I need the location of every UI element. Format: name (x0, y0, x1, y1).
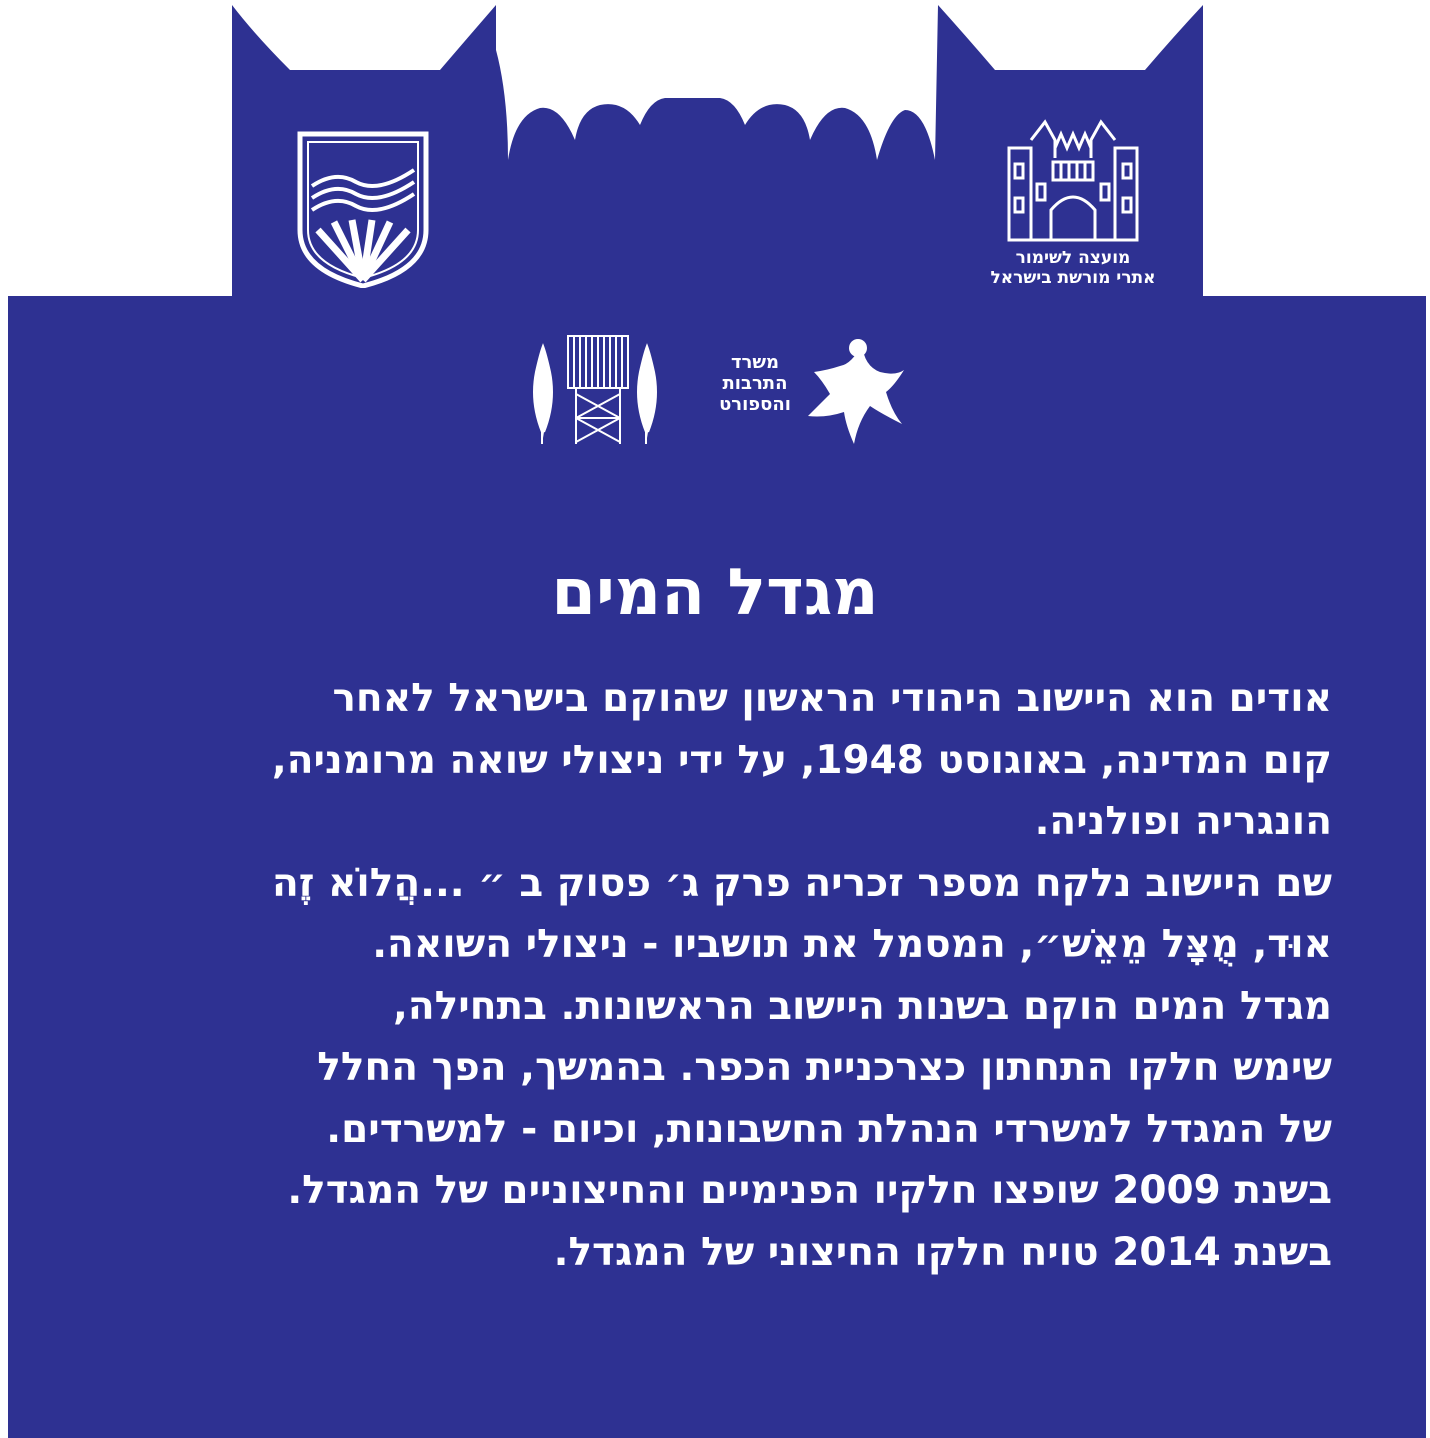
body-line: אודים הוא היישוב היהודי הראשון שהוקם בישראל לאחר (332, 676, 1332, 721)
culture-ministry-line3: והספורט (719, 394, 791, 415)
water-tower-logo (528, 332, 662, 448)
body-line: בשנת 2014 טויח חלקו החיצוני של המגדל. (553, 1229, 1332, 1275)
ministry-star-icon (800, 336, 910, 448)
sign-body-text (100, 668, 1332, 1283)
heritage-council-line2: אתרי מורשת בישראל (990, 268, 1156, 288)
culture-ministry-line1: משרד (730, 352, 780, 373)
regional-council-logo (296, 130, 430, 288)
body-line: אוּד, מֻצָּל מֵאֵשׁ״, המסמל את תושביו - ניצולי השואה. (372, 922, 1332, 967)
water-tower-cypress-icon (528, 332, 662, 448)
body-line: שימש חלקו התחתון כצרכניית הכפר. בהמשך, הפך החלל (317, 1045, 1332, 1090)
culture-ministry-logo (700, 336, 910, 448)
body-line: של המגדל למשרדי הנהלת החשבונות, וכיום - למשרדים. (326, 1106, 1332, 1152)
body-line: שם היישוב נלקח מספר זכריה פרק ג׳ פסוק ב ״ ...הֲלוֹא זֶה (271, 860, 1332, 906)
body-line: בשנת 2009 שופצו חלקיו הפנימיים והחיצוניים של המגדל. (287, 1168, 1332, 1213)
body-line: קום המדינה, באוגוסט 1948, על ידי ניצולי שואה מרומניה, (271, 737, 1332, 783)
heritage-council-logo (968, 118, 1178, 298)
body-line: הונגריה ופולניה. (1034, 799, 1332, 844)
heritage-council-line1: מועצה לשימור (1015, 248, 1131, 268)
regional-council-emblem-icon (296, 130, 430, 288)
body-line: מגדל המים הוקם בשנות היישוב הראשונות. בתחילה, (393, 983, 1332, 1029)
culture-ministry-line2: התרבות (722, 373, 788, 394)
heritage-building-icon (1005, 118, 1141, 244)
page-title: מגדל המים (551, 556, 879, 630)
